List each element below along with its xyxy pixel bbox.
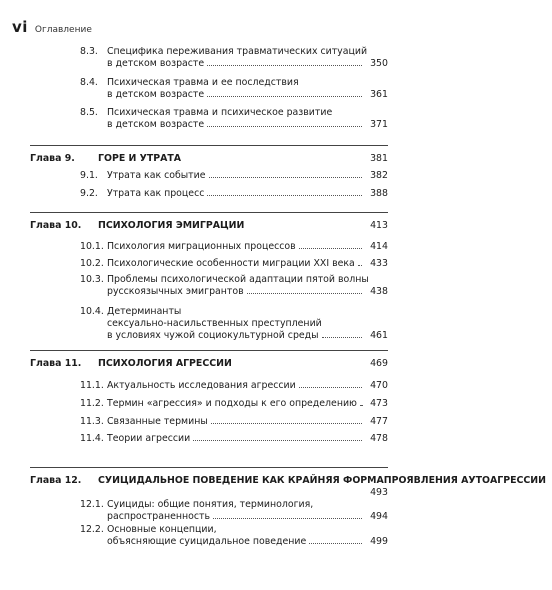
entry-title-last-line	[107, 536, 365, 548]
entry-title-text: объясняющие суицидальное поведение	[107, 536, 307, 547]
page-ref: 461	[370, 330, 388, 341]
entry-title-text: распространенность	[107, 511, 211, 522]
toc-entry[interactable]	[80, 77, 388, 101]
dot-leader	[309, 542, 362, 544]
entry-title-text: в условиях чужой социокультурной среды	[107, 330, 319, 341]
entry-title-text: ГОРЕ И УТРАТА	[98, 153, 181, 164]
entry-title-last-line	[384, 475, 552, 486]
entry-title-last-line	[107, 416, 365, 428]
dot-leader	[358, 264, 362, 266]
toc-entry[interactable]	[80, 416, 388, 428]
dot-leader	[207, 64, 362, 66]
dot-leader	[213, 517, 362, 519]
section-number: 11.2.	[80, 398, 104, 409]
chapter-label: Глава 10.	[30, 220, 82, 231]
toc-entry[interactable]	[80, 241, 388, 253]
page-ref: 371	[370, 119, 388, 130]
section-number: 11.1.	[80, 380, 104, 391]
page-ref: 499	[370, 536, 388, 547]
dot-leader	[193, 439, 362, 441]
section-title	[107, 258, 365, 270]
page-ref: 494	[370, 511, 388, 522]
entry-title-text: Психология миграционных процессов	[107, 241, 296, 252]
entry-title-last-line	[107, 433, 365, 445]
entry-title-last-line	[107, 286, 365, 298]
toc-entry[interactable]	[80, 499, 388, 523]
page-ref: 473	[370, 398, 388, 409]
entry-title-text: Психологические особенности миграции XXI века	[107, 258, 355, 269]
chapter-label: Глава 12.	[30, 475, 82, 486]
entry-title-line: Специфика переживания травматических ситуаций	[107, 46, 368, 57]
page-ref: 382	[370, 170, 388, 181]
toc-entry[interactable]	[80, 398, 388, 410]
chapter-label: Глава 9.	[30, 153, 75, 164]
page-ref: 388	[370, 188, 388, 199]
chapter-separator	[30, 467, 388, 468]
section-title	[107, 380, 365, 392]
page-ref: 478	[370, 433, 388, 444]
chapter-title	[98, 220, 360, 232]
dot-leader	[322, 336, 362, 338]
entry-title-last-line	[107, 188, 365, 200]
entry-title-last-line	[98, 153, 187, 164]
toc-entry[interactable]	[80, 524, 388, 548]
page-number: vi	[12, 18, 28, 36]
entry-title-text: в детском возрасте	[107, 89, 205, 100]
section-number: 8.4.	[80, 77, 98, 88]
toc-entry[interactable]	[80, 188, 388, 200]
toc-entry[interactable]	[80, 433, 388, 445]
entry-title-line: Проблемы психологической адаптации пятой волны	[107, 274, 369, 285]
section-title	[107, 398, 365, 410]
toc-entry[interactable]	[80, 380, 388, 392]
toc-entry[interactable]	[80, 306, 388, 342]
page-ref: 477	[370, 416, 388, 427]
entry-title-last-line	[98, 358, 238, 369]
entry-title-line: сексуально-насильственных преступлений	[107, 318, 322, 329]
toc-entry[interactable]	[80, 274, 388, 298]
entry-title-last-line	[107, 89, 365, 101]
dot-leader	[209, 176, 362, 178]
page-ref: 438	[370, 286, 388, 297]
entry-title-line: Психическая травма и ее последствия	[107, 77, 299, 88]
entry-title-line: Основные концепции,	[107, 524, 217, 535]
chapter-separator	[30, 145, 388, 146]
entry-title-last-line	[107, 58, 365, 70]
section-number: 12.2.	[80, 524, 104, 535]
section-title	[107, 416, 365, 428]
section-title	[107, 188, 365, 200]
page-ref: 469	[370, 358, 388, 369]
entry-title-line: Суициды: общие понятия, терминология,	[107, 499, 314, 510]
toc-entry[interactable]	[80, 258, 388, 270]
chapter-title	[98, 475, 546, 487]
entry-title-last-line	[107, 258, 365, 270]
entry-title-last-line	[98, 220, 250, 231]
chapter-title	[98, 358, 360, 370]
section-number: 8.5.	[80, 107, 98, 118]
section-number: 10.1.	[80, 241, 104, 252]
dot-leader	[207, 194, 362, 196]
entry-title-text: Теории агрессии	[107, 433, 191, 444]
section-number: 8.3.	[80, 46, 98, 57]
page-ref: 413	[370, 220, 388, 231]
toc-chapter[interactable]	[30, 153, 388, 165]
section-title	[107, 107, 365, 131]
section-number: 10.4.	[80, 306, 104, 317]
section-number: 11.4.	[80, 433, 104, 444]
section-title	[107, 306, 365, 342]
entry-title-text: Утрата как событие	[107, 170, 206, 181]
page-ref: 361	[370, 89, 388, 100]
toc-chapter[interactable]	[30, 475, 546, 499]
toc-entry[interactable]	[80, 170, 388, 182]
dot-leader	[207, 95, 362, 97]
section-number: 11.3.	[80, 416, 104, 427]
entry-title-line: Психическая травма и психическое развитие	[107, 107, 333, 118]
dot-leader	[299, 386, 362, 388]
page-ref: 493	[370, 487, 388, 498]
section-title	[107, 170, 365, 182]
chapter-separator	[30, 350, 388, 351]
dot-leader	[299, 247, 362, 249]
dot-leader	[207, 125, 362, 127]
entry-title-text: русскоязычных эмигрантов	[107, 286, 244, 297]
section-number: 10.3.	[80, 274, 104, 285]
section-number: 9.2.	[80, 188, 98, 199]
entry-title-text: ПСИХОЛОГИЯ ЭМИГРАЦИИ	[98, 220, 245, 231]
entry-title-text: Термин «агрессия» и подходы к его определению	[107, 398, 357, 409]
entry-title-last-line	[107, 398, 365, 410]
page-ref: 381	[370, 153, 388, 164]
entry-title-text: Связанные термины	[107, 416, 208, 427]
toc-chapter[interactable]	[30, 220, 388, 232]
entry-title-text: ПСИХОЛОГИЯ АГРЕССИИ	[98, 358, 232, 369]
section-title	[107, 433, 365, 445]
section-number: 12.1.	[80, 499, 104, 510]
chapter-title	[98, 153, 360, 165]
page-ref: 350	[370, 58, 388, 69]
entry-title-text: Актуальность исследования агрессии	[107, 380, 296, 391]
section-title	[107, 274, 369, 298]
entry-title-last-line	[107, 119, 365, 131]
section-number: 10.2.	[80, 258, 104, 269]
section-title	[107, 77, 365, 101]
entry-title-text: в детском возрасте	[107, 119, 205, 130]
running-title: Оглавление	[34, 25, 92, 35]
page-ref: 414	[370, 241, 388, 252]
section-title	[107, 524, 365, 548]
entry-title-last-line	[107, 170, 365, 182]
toc-chapter[interactable]	[30, 358, 388, 370]
chapter-label: Глава 11.	[30, 358, 82, 369]
dot-leader	[247, 292, 362, 294]
entry-title-line: СУИЦИДАЛЬНОЕ ПОВЕДЕНИЕ КАК КРАЙНЯЯ ФОРМА	[98, 475, 384, 486]
entry-title-text: в детском возрасте	[107, 58, 205, 69]
entry-title-text: ПРОЯВЛЕНИЯ АУТОАГРЕССИИ	[383, 475, 546, 486]
toc-entry[interactable]	[80, 46, 388, 70]
entry-title-last-line	[107, 511, 365, 523]
section-number: 9.1.	[80, 170, 98, 181]
page-ref: 470	[370, 380, 388, 391]
page-ref: 433	[370, 258, 388, 269]
chapter-separator	[30, 212, 388, 213]
toc-entry[interactable]	[80, 107, 388, 131]
dot-leader	[211, 422, 362, 424]
section-title	[107, 499, 365, 523]
section-title	[107, 46, 368, 70]
entry-title-last-line	[107, 330, 365, 342]
dot-leader	[360, 404, 362, 406]
section-title	[107, 241, 365, 253]
entry-title-last-line	[107, 380, 365, 392]
entry-title-last-line	[107, 241, 365, 253]
entry-title-text: Утрата как процесс	[107, 188, 205, 199]
entry-title-line: Детерминанты	[107, 306, 182, 317]
